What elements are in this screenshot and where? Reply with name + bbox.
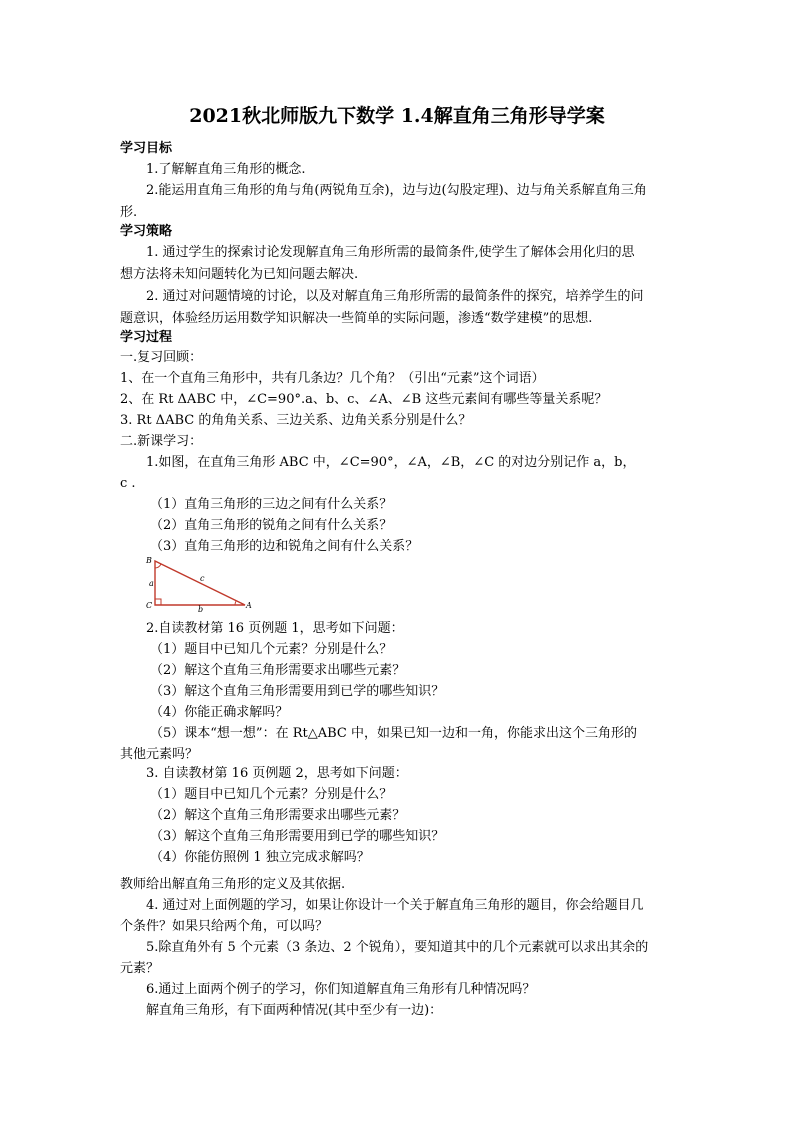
page-title: 2021秋北师版九下数学 1.4解直角三角形导学案 [189,105,605,127]
teacher-note: 教师给出解直角三角形的定义及其依据. [120,877,346,892]
strategy-item-2: 2. 通过对问题情境的讨论，以及对解直角三角形所需的最简条件的探究，培养学生的问 [146,289,644,304]
question-4-cont: 个条件？如果只给两个角，可以吗？ [120,919,329,934]
question-1-sub-3: （3）直角三角形的边和锐角之间有什么关系？ [150,539,419,554]
right-triangle-figure [140,553,260,613]
new-lesson-heading: 二.新课学习： [120,434,203,449]
question-2-sub-2: （2）解这个直角三角形需要求出哪些元素？ [150,663,406,678]
objective-item-2-cont: 形. [120,205,138,220]
vertex-label-b: B [146,556,152,565]
review-heading: 一.复习回顾： [120,350,203,365]
question-3-intro: 3. 自读教材第 16 页例题 2，思考如下问题： [146,766,408,781]
question-3-sub-3: （3）解这个直角三角形需要用到已学的哪些知识？ [150,829,445,844]
objective-item-2: 2.能运用直角三角形的角与角(两锐角互余)，边与边(勾股定理)、边与角关系解直角三角 [146,183,647,198]
side-label-b: b [198,605,204,614]
strategy-item-2-cont: 题意识，体验经历运用数学知识解决一些简单的实际问题，渗透“数学建模”的思想. [120,311,593,326]
question-3-sub-1: （1）题目中已知几个元素？分别是什么？ [150,787,393,802]
triangle-shape [155,561,245,605]
strategy-item-1: 1. 通过学生的探索讨论发现解直角三角形所需的最简条件,使学生了解体会用化归的思 [146,245,635,260]
question-1-sub-1: （1）直角三角形的三边之间有什么关系？ [150,497,393,512]
strategy-heading: 学习策略 [120,224,173,239]
question-6: 6.通过上面两个例子的学习，你们知道解直角三角形有几种情况吗？ [146,982,536,997]
vertex-label-a: A [246,601,252,610]
strategy-item-1-cont: 想方法将未知问题转化为已知问题去解决. [120,267,359,282]
question-1-cont: c . [120,476,136,491]
question-2-sub-4: （4）你能正确求解吗？ [150,705,289,720]
question-5: 5.除直角外有 5 个元素（3 条边、2 个锐角），要知道其中的几个元素就可以求出其余的 [146,940,649,955]
review-item-3: 3. Rt ΔABC 的角角关系、三边关系、边角关系分别是什么？ [120,413,472,428]
question-2-sub-3: （3）解这个直角三角形需要用到已学的哪些知识？ [150,684,445,699]
question-3-sub-4: （4）你能仿照例 1 独立完成求解吗？ [150,850,370,865]
objective-item-1: 1.了解解直角三角形的概念. [146,162,306,177]
question-4: 4. 通过对上面例题的学习，如果让你设计一个关于解直角三角形的题目，你会给题目几 [146,898,644,913]
question-3-sub-2: （2）解这个直角三角形需要求出哪些元素？ [150,808,406,823]
question-2-sub-1: （1）题目中已知几个元素？分别是什么？ [150,642,393,657]
objectives-heading: 学习目标 [120,141,173,156]
question-1: 1.如图，在直角三角形 ABC 中，∠C=90°，∠A，∠B，∠C 的对边分别记作 a，b， [146,455,636,470]
question-5-cont: 元素？ [120,961,160,976]
review-item-1: 1、在一个直角三角形中，共有几条边？几个角？（引出“元素”这个词语） [120,371,545,386]
side-label-a: a [149,579,154,588]
question-2-sub-5-cont: 其他元素吗？ [120,747,199,762]
review-item-2: 2、在 Rt ΔABC 中，∠C=90°.a、b、c、∠A、∠B 这些元素间有哪些等量关系呢？ [120,392,608,407]
question-2-intro: 2.自读教材第 16 页例题 1，思考如下问题： [146,621,404,636]
vertex-label-c: C [146,601,153,610]
right-angle-marker [155,599,161,605]
closing-text: 解直角三角形，有下面两种情况(其中至少有一边)： [146,1003,443,1018]
angle-b-arc [155,564,161,568]
question-2-sub-5: （5）课本“想一想”：在 Rt△ABC 中，如果已知一边和一角，你能求出这个三角形的 [150,726,637,741]
process-heading: 学习过程 [120,330,173,345]
side-label-c: c [200,574,205,583]
question-1-sub-2: （2）直角三角形的锐角之间有什么关系？ [150,518,393,533]
